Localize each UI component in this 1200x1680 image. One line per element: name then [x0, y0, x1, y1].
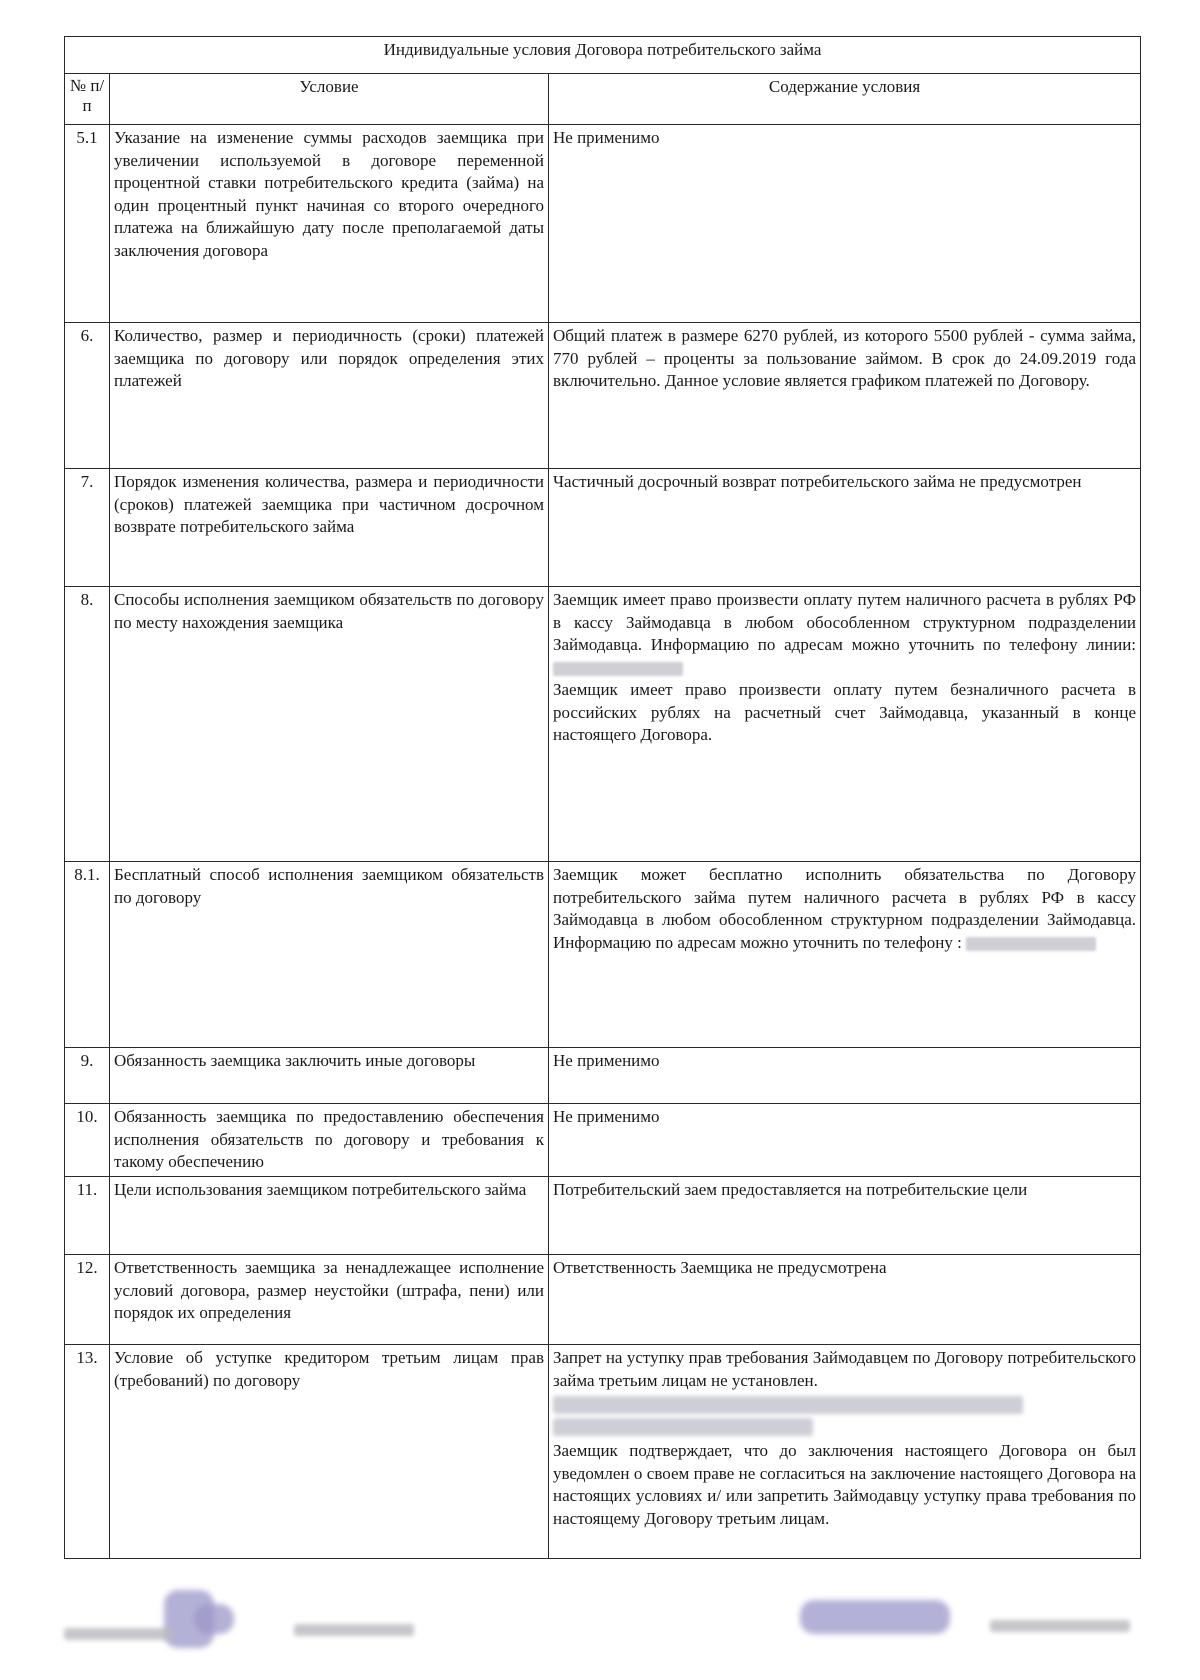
row-content: [549, 587, 1141, 862]
row-condition: Цели использования заемщиком потребительского займа: [110, 1177, 549, 1255]
redacted-signature-line: [553, 1396, 1023, 1414]
row-content-text: Заемщик имеет право произвести оплату путем безналичного расчета в российских рублях на расчетный счет Займодавца, указанный в конце настоящего Договора.: [553, 680, 1137, 744]
row-condition: Порядок изменения количества, размера и периодичности (сроков) платежей заемщика при частичном досрочном возврате потребительского займа: [110, 469, 549, 587]
table-row: [65, 1345, 1141, 1559]
table-caption-row: [65, 37, 1141, 74]
header-content: Содержание условия: [549, 74, 1141, 125]
table-row: [65, 1255, 1141, 1345]
row-content-text: Заемщик может бесплатно исполнить обязательства по Договору потребительского займа путем наличного расчета в рублях РФ в кассу Займодавца в любом обособленном структурном подразделении Займодавца. Информацию по адресам можно уточнить по телефону :: [553, 865, 1137, 952]
row-condition: Условие об уступке кредитором третьим лицам прав (требований) по договору: [110, 1345, 549, 1559]
row-number: 7.: [65, 469, 110, 587]
row-number: 5.1: [65, 125, 110, 323]
table-row: [65, 587, 1141, 862]
row-content: [549, 125, 1141, 323]
row-content: [549, 1048, 1141, 1104]
row-content: [549, 323, 1141, 469]
header-number: № п/п: [65, 74, 110, 125]
row-condition: Количество, размер и периодичность (сроки) платежей заемщика по договору или порядок определения этих платежей: [110, 323, 549, 469]
table-row: [65, 323, 1141, 469]
row-content-text: Заемщик имеет право произвести оплату путем наличного расчета в рублях РФ в кассу Займодавца в любом обособленном структурном подразделении Займодавца. Информацию по адресам можно уточнить по телефону линии:: [553, 590, 1137, 654]
table-row: [65, 1048, 1141, 1104]
row-content: [549, 862, 1141, 1048]
row-number: 8.: [65, 587, 110, 862]
row-condition: Указание на изменение суммы расходов заемщика при увеличении используемой в договоре переменной процентной ставки потребительского кредита (займа) на один процентный пункт начиная со второго очередного платежа на ближайшую дату после преполагаемой даты заключения договора: [110, 125, 549, 323]
row-content: [549, 1104, 1141, 1177]
row-content-text: Общий платеж в размере 6270 рублей, из которого 5500 рублей - сумма займа, 770 рублей – проценты за пользование займом. В срок до 24.09.2019 года включительно. Данное условие является графиком платежей по Договору.: [553, 326, 1137, 390]
row-number: 13.: [65, 1345, 110, 1559]
header-condition: Условие: [110, 74, 549, 125]
row-number: 8.1.: [65, 862, 110, 1048]
redacted-phone: [553, 662, 683, 676]
row-condition: Бесплатный способ исполнения заемщиком обязательств по договору: [110, 862, 549, 1048]
redacted-name-line: [553, 1418, 813, 1436]
table-row: [65, 1177, 1141, 1255]
row-content-text: Не применимо: [553, 1107, 660, 1126]
table-row: [65, 862, 1141, 1048]
signature-scribble: [194, 1604, 234, 1634]
row-content-text: Не применимо: [553, 1051, 660, 1070]
table-header-row: [65, 74, 1141, 125]
row-condition: Обязанность заемщика заключить иные договоры: [110, 1048, 549, 1104]
row-content-text: Ответственность Заемщика не предусмотрена: [553, 1258, 887, 1277]
redacted-phone: [966, 937, 1096, 951]
row-content: [549, 1177, 1141, 1255]
row-content-text: Запрет на уступку прав требования Займодавцем по Договору потребительского займа третьим лицам не установлен.: [553, 1348, 1137, 1390]
row-number: 6.: [65, 323, 110, 469]
row-content-text: Частичный досрочный возврат потребительского займа не предусмотрен: [553, 472, 1082, 491]
signature-label: [990, 1620, 1130, 1632]
signature-label: [294, 1624, 414, 1636]
row-condition: Обязанность заемщика по предоставлению обеспечения исполнения обязательств по договору и требования к такому обеспечению: [110, 1104, 549, 1177]
row-condition: Ответственность заемщика за ненадлежащее исполнение условий договора, размер неустойки (штрафа, пени) или порядок их определения: [110, 1255, 549, 1345]
row-number: 10.: [65, 1104, 110, 1177]
signature-scribble: [800, 1600, 950, 1634]
row-condition: Способы исполнения заемщиком обязательств по договору по месту нахождения заемщика: [110, 587, 549, 862]
table-row: [65, 125, 1141, 323]
table-caption: Индивидуальные условия Договора потребительского займа: [65, 37, 1141, 74]
loan-terms-table: [64, 36, 1141, 1559]
row-content: [549, 469, 1141, 587]
row-content: [549, 1345, 1141, 1559]
row-content-text: Потребительский заем предоставляется на потребительские цели: [553, 1180, 1028, 1199]
table-row: [65, 1104, 1141, 1177]
lender-signature: [800, 1590, 1140, 1650]
document-page: [64, 36, 1140, 1559]
row-number: 12.: [65, 1255, 110, 1345]
table-row: [65, 469, 1141, 587]
signature-label: [64, 1628, 174, 1640]
borrower-signature: [64, 1590, 464, 1650]
row-number: 11.: [65, 1177, 110, 1255]
row-number: 9.: [65, 1048, 110, 1104]
row-content-text: Не применимо: [553, 128, 660, 147]
row-content-text: Заемщик подтверждает, что до заключения настоящего Договора он был уведомлен о своем праве не согласиться на заключение настоящего Договора на настоящих условиях и/ или запретить Займодавцу уступку права требования по настоящему Договору третьим лицам.: [553, 1441, 1137, 1528]
row-content: [549, 1255, 1141, 1345]
